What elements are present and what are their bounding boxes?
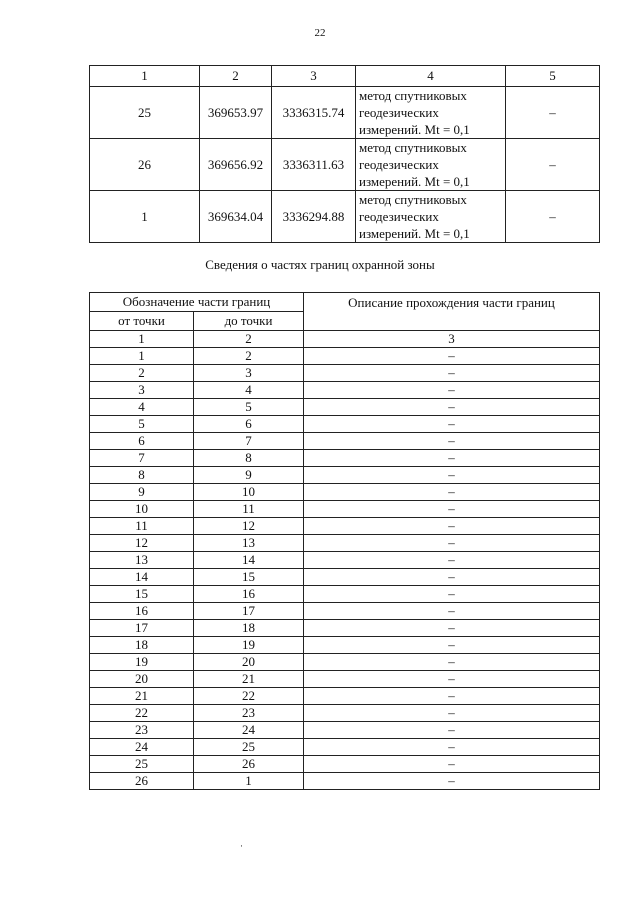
- from-point: 26: [90, 773, 194, 790]
- to-point: 24: [194, 722, 304, 739]
- method-cell: [356, 191, 506, 243]
- from-point: 11: [90, 518, 194, 535]
- to-point: 3: [194, 365, 304, 382]
- to-point: 14: [194, 552, 304, 569]
- table-row: [90, 484, 600, 501]
- table-row: [90, 382, 600, 399]
- column-number: 4: [356, 66, 506, 87]
- description: –: [304, 586, 600, 603]
- description: –: [304, 535, 600, 552]
- table-row: [90, 416, 600, 433]
- description: –: [304, 603, 600, 620]
- coordinates-table: [89, 65, 600, 243]
- table-row: [90, 535, 600, 552]
- method-line: геодезических: [359, 105, 439, 120]
- from-point: 3: [90, 382, 194, 399]
- description: –: [304, 501, 600, 518]
- to-point: 9: [194, 467, 304, 484]
- table-row: [90, 603, 600, 620]
- from-point: 24: [90, 739, 194, 756]
- description: –: [304, 739, 600, 756]
- description: –: [304, 365, 600, 382]
- method-line: измерений. Mt = 0,1: [359, 122, 470, 137]
- to-point: 13: [194, 535, 304, 552]
- description: –: [304, 569, 600, 586]
- description: –: [304, 348, 600, 365]
- to-point: 18: [194, 620, 304, 637]
- from-point: 4: [90, 399, 194, 416]
- to-point: 8: [194, 450, 304, 467]
- description: –: [304, 688, 600, 705]
- method-line: метод спутниковых: [359, 140, 467, 155]
- to-point: 17: [194, 603, 304, 620]
- column-number-row: [90, 331, 600, 348]
- from-point: 7: [90, 450, 194, 467]
- from-point: 6: [90, 433, 194, 450]
- table-row: [90, 348, 600, 365]
- table-row: [90, 433, 600, 450]
- to-point: 20: [194, 654, 304, 671]
- x-coordinate: 369634.04: [200, 191, 272, 243]
- column-5-value: –: [506, 87, 600, 139]
- from-point: 21: [90, 688, 194, 705]
- from-point: 17: [90, 620, 194, 637]
- table-row: [90, 654, 600, 671]
- method-cell: [356, 139, 506, 191]
- column-5-value: –: [506, 139, 600, 191]
- method-cell: [356, 87, 506, 139]
- to-point: 25: [194, 739, 304, 756]
- description: –: [304, 433, 600, 450]
- description: –: [304, 450, 600, 467]
- from-point: 5: [90, 416, 194, 433]
- from-point-header: от точки: [90, 312, 194, 331]
- column-number: 5: [506, 66, 600, 87]
- description-header: Описание прохождения части границ: [304, 293, 600, 331]
- description: –: [304, 416, 600, 433]
- from-point: 8: [90, 467, 194, 484]
- description: –: [304, 484, 600, 501]
- y-coordinate: 3336311.63: [272, 139, 356, 191]
- column-number: 1: [90, 66, 200, 87]
- table-row: [90, 773, 600, 790]
- boundary-parts-table: [89, 292, 600, 790]
- method-line: метод спутниковых: [359, 192, 467, 207]
- from-point: 9: [90, 484, 194, 501]
- description: –: [304, 705, 600, 722]
- table-row: [90, 191, 600, 243]
- method-line: измерений. Mt = 0,1: [359, 226, 470, 241]
- table-row: [90, 688, 600, 705]
- stray-mark: ·: [240, 841, 243, 851]
- to-point: 12: [194, 518, 304, 535]
- description: –: [304, 654, 600, 671]
- column-number: 2: [200, 66, 272, 87]
- table-row: [90, 87, 600, 139]
- table-row: [90, 637, 600, 654]
- to-point: 11: [194, 501, 304, 518]
- from-point: 13: [90, 552, 194, 569]
- from-point: 25: [90, 756, 194, 773]
- to-point: 6: [194, 416, 304, 433]
- description: –: [304, 467, 600, 484]
- from-point: 16: [90, 603, 194, 620]
- column-number: 1: [90, 331, 194, 348]
- description: –: [304, 722, 600, 739]
- to-point: 21: [194, 671, 304, 688]
- from-point: 18: [90, 637, 194, 654]
- to-point: 22: [194, 688, 304, 705]
- section-title: Сведения о частях границ охранной зоны: [205, 257, 435, 272]
- from-point: 1: [90, 348, 194, 365]
- table-row: [90, 671, 600, 688]
- table-row: [90, 365, 600, 382]
- table-row: [90, 569, 600, 586]
- to-point: 26: [194, 756, 304, 773]
- column-5-value: –: [506, 191, 600, 243]
- table-row: [90, 139, 600, 191]
- table-row: [90, 518, 600, 535]
- table-row: [90, 756, 600, 773]
- description: –: [304, 671, 600, 688]
- from-point: 10: [90, 501, 194, 518]
- from-point: 19: [90, 654, 194, 671]
- from-point: 20: [90, 671, 194, 688]
- to-point: 15: [194, 569, 304, 586]
- table-row: [90, 450, 600, 467]
- to-point-header: до точки: [194, 312, 304, 331]
- table-row: [90, 399, 600, 416]
- point-number: 26: [90, 139, 200, 191]
- from-point: 23: [90, 722, 194, 739]
- to-point: 5: [194, 399, 304, 416]
- to-point: 10: [194, 484, 304, 501]
- description: –: [304, 773, 600, 790]
- y-coordinate: 3336315.74: [272, 87, 356, 139]
- table-row: [90, 467, 600, 484]
- point-number: 25: [90, 87, 200, 139]
- to-point: 4: [194, 382, 304, 399]
- table-row: [90, 705, 600, 722]
- column-number: 3: [272, 66, 356, 87]
- point-number: 1: [90, 191, 200, 243]
- table-row: [90, 620, 600, 637]
- to-point: 7: [194, 433, 304, 450]
- description: –: [304, 620, 600, 637]
- column-number: 3: [304, 331, 600, 348]
- description: –: [304, 518, 600, 535]
- description: –: [304, 552, 600, 569]
- table-row: [90, 722, 600, 739]
- y-coordinate: 3336294.88: [272, 191, 356, 243]
- to-point: 1: [194, 773, 304, 790]
- method-line: геодезических: [359, 209, 439, 224]
- from-point: 12: [90, 535, 194, 552]
- to-point: 23: [194, 705, 304, 722]
- to-point: 2: [194, 348, 304, 365]
- x-coordinate: 369656.92: [200, 139, 272, 191]
- method-line: метод спутниковых: [359, 88, 467, 103]
- table-row: [90, 586, 600, 603]
- to-point: 19: [194, 637, 304, 654]
- page-number: 22: [314, 27, 326, 39]
- header-row: [90, 293, 600, 312]
- designation-header: Обозначение части границ: [90, 293, 304, 312]
- x-coordinate: 369653.97: [200, 87, 272, 139]
- description: –: [304, 382, 600, 399]
- to-point: 16: [194, 586, 304, 603]
- description: –: [304, 637, 600, 654]
- from-point: 2: [90, 365, 194, 382]
- table-row: [90, 739, 600, 756]
- table-row: [90, 501, 600, 518]
- from-point: 14: [90, 569, 194, 586]
- from-point: 15: [90, 586, 194, 603]
- column-number-row: [90, 66, 600, 87]
- description: –: [304, 756, 600, 773]
- from-point: 22: [90, 705, 194, 722]
- method-line: геодезических: [359, 157, 439, 172]
- description: –: [304, 399, 600, 416]
- method-line: измерений. Mt = 0,1: [359, 174, 470, 189]
- column-number: 2: [194, 331, 304, 348]
- table-row: [90, 552, 600, 569]
